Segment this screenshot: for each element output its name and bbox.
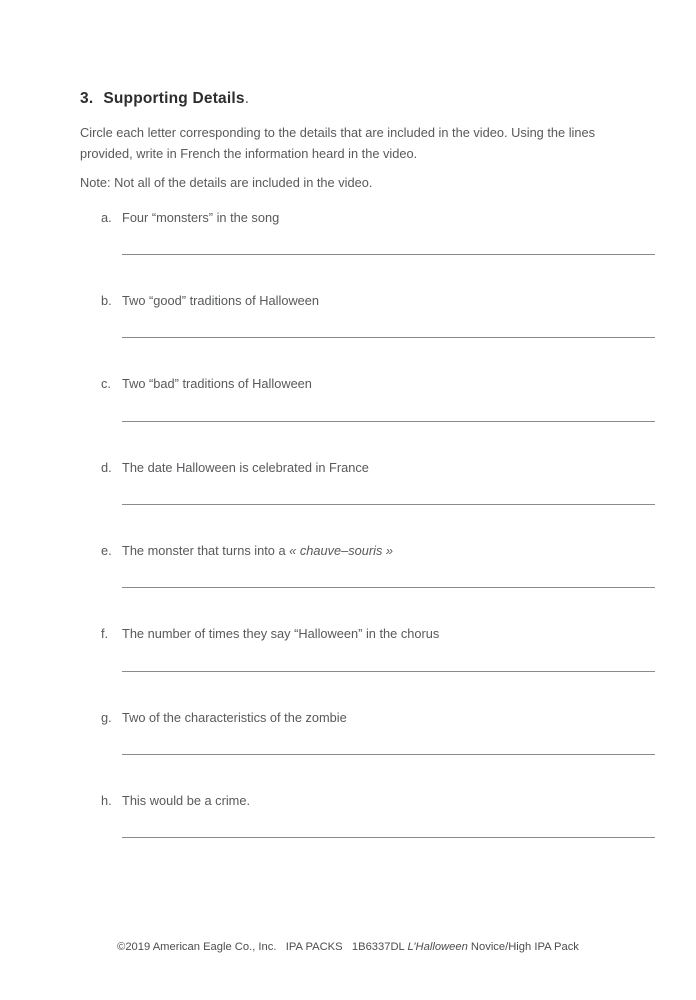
page-footer xyxy=(0,941,696,953)
item-letter-b: b. xyxy=(101,293,112,309)
answer-line-g xyxy=(122,754,655,755)
section-title: Supporting Details xyxy=(103,90,245,107)
answer-line-e xyxy=(122,587,655,588)
footer-pack-label: Novice/High IPA Pack xyxy=(467,941,579,953)
question-list xyxy=(80,209,655,838)
footer-copyright: ©2019 American Eagle Co., Inc. IPA PACKS 1B6337DL xyxy=(117,941,408,953)
item-letter-e: e. xyxy=(101,542,112,558)
item-text-c: Two “bad” traditions of Halloween xyxy=(122,376,312,392)
item-text-e xyxy=(122,542,655,559)
question-item-d xyxy=(80,459,655,505)
item-letter-c: c. xyxy=(101,376,111,392)
question-item-e xyxy=(80,542,655,588)
item-text-g: Two of the characteristics of the zombie xyxy=(122,709,347,725)
section-title-period: . xyxy=(244,90,250,107)
item-letter-h: h. xyxy=(101,792,112,808)
answer-line-h xyxy=(122,837,655,838)
item-text-b: Two “good” traditions of Halloween xyxy=(122,293,320,309)
item-letter-a: a. xyxy=(101,209,112,225)
answer-line-f xyxy=(122,671,655,672)
question-item-g xyxy=(80,709,655,755)
instructions-text: Circle each letter corresponding to the details that are included in the video. Using the lines provided, write in French the information heard in the video. xyxy=(80,125,596,161)
answer-line-c xyxy=(122,421,655,422)
item-text-f: The number of times they say “Halloween” in the chorus xyxy=(122,626,440,642)
question-item-b xyxy=(80,292,655,338)
note-text: Note: Not all of the details are included in the video. xyxy=(80,175,373,191)
section-heading xyxy=(80,90,655,108)
question-item-c xyxy=(80,375,655,421)
question-item-f xyxy=(80,625,655,671)
item-letter-d: d. xyxy=(101,459,112,475)
section-number: 3. xyxy=(80,90,94,107)
question-item-a xyxy=(80,209,655,255)
item-letter-f: f. xyxy=(101,626,109,642)
question-item-h xyxy=(80,792,655,838)
item-letter-g: g. xyxy=(101,709,112,725)
item-text-a: Four “monsters” in the song xyxy=(122,209,280,225)
item-text-h: This would be a crime. xyxy=(122,792,251,808)
item-text-d: The date Halloween is celebrated in France xyxy=(122,459,369,475)
answer-line-a xyxy=(122,254,655,255)
item-text-e-plain: The monster that turns into a xyxy=(122,542,290,558)
item-text-e-french-italic: « chauve–souris » xyxy=(289,542,394,558)
answer-line-d xyxy=(122,504,655,505)
answer-line-b xyxy=(122,337,655,338)
footer-title-italic: L’Halloween xyxy=(407,941,468,953)
